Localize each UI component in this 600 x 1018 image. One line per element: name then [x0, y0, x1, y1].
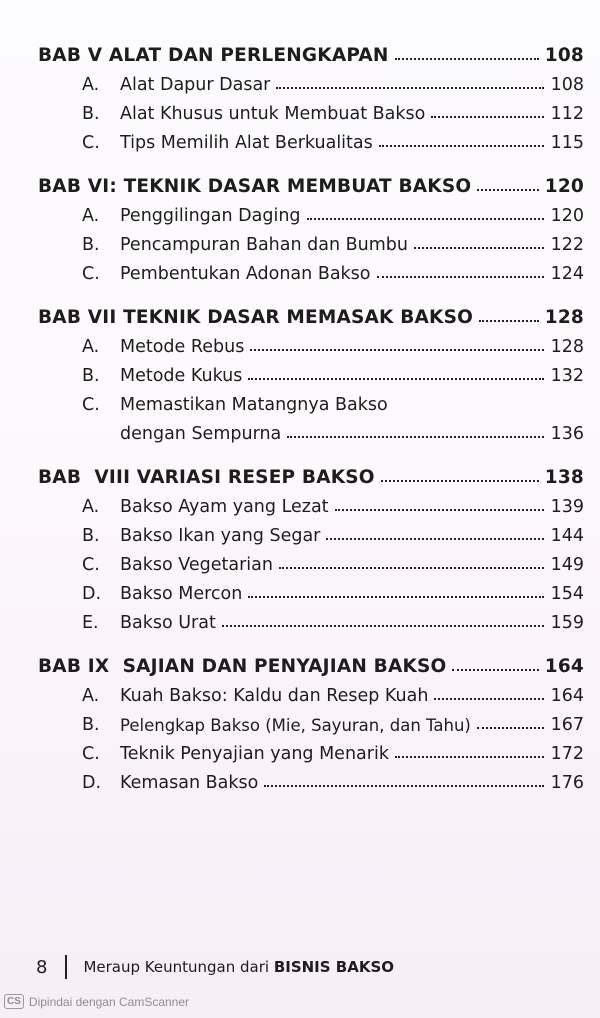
- dot-leader: [377, 276, 544, 278]
- dot-leader: [248, 596, 544, 598]
- entry-page: 164: [550, 686, 584, 706]
- toc-chapter: [38, 167, 584, 197]
- entry-page: 112: [550, 104, 584, 124]
- dot-leader: [477, 727, 544, 729]
- entry-letter: D.: [82, 773, 102, 793]
- toc-entry-continuation: [38, 415, 584, 444]
- entry-page: 122: [550, 235, 584, 255]
- dot-leader: [264, 785, 544, 787]
- dot-leader: [335, 509, 544, 511]
- toc-entry: [38, 706, 584, 735]
- entry-letter: A.: [82, 206, 100, 226]
- entry-page: 120: [550, 206, 584, 226]
- toc-chapter: [38, 36, 584, 66]
- entry-letter: B.: [82, 104, 100, 124]
- entry-page: 172: [550, 744, 584, 764]
- entry-letter: C.: [82, 555, 100, 575]
- entry-page: 136: [550, 424, 584, 444]
- book-title: [83, 958, 394, 976]
- entry-page: 144: [550, 526, 584, 546]
- chapter-page: 138: [544, 467, 584, 488]
- footer-divider: [65, 955, 67, 979]
- chapter-title: BAB VII TEKNIK DASAR MEMASAK BAKSO: [38, 307, 474, 328]
- book-title-prefix: Meraup Keuntungan dari: [83, 958, 274, 976]
- toc-chapter: [38, 458, 584, 488]
- entry-title: dengan Sempurna: [120, 424, 282, 444]
- entry-title: Bakso Urat: [120, 613, 216, 633]
- dot-leader: [395, 58, 539, 60]
- dot-leader: [307, 218, 544, 220]
- dot-leader: [477, 189, 538, 191]
- entry-page: 154: [550, 584, 584, 604]
- dot-leader: [381, 480, 539, 482]
- toc-entry: [38, 488, 584, 517]
- camscanner-logo-icon: CS: [4, 994, 24, 1009]
- entry-letter: B.: [82, 235, 100, 255]
- entry-letter: D.: [82, 584, 102, 604]
- dot-leader: [395, 756, 544, 758]
- entry-title: Tips Memilih Alat Berkualitas: [120, 133, 373, 153]
- dot-leader: [326, 538, 544, 540]
- entry-page: 132: [550, 366, 584, 386]
- entry-page: 128: [550, 337, 584, 357]
- chapter-title: BAB V ALAT DAN PERLENGKAPAN: [38, 45, 389, 66]
- entry-letter: A.: [82, 686, 100, 706]
- toc-entry: [38, 386, 584, 415]
- toc-entry: [38, 66, 584, 95]
- entry-page: 159: [550, 613, 584, 633]
- toc-entry: [38, 328, 584, 357]
- chapter-page: 128: [544, 307, 584, 328]
- entry-title: Kuah Bakso: Kaldu dan Resep Kuah: [120, 686, 429, 706]
- entry-letter: B.: [82, 526, 100, 546]
- page-number: 8: [36, 956, 48, 978]
- entry-title: Metode Rebus: [120, 337, 245, 357]
- entry-letter: C.: [82, 395, 100, 415]
- dot-leader: [479, 320, 539, 322]
- entry-letter: B.: [82, 715, 100, 735]
- entry-title: Pelengkap Bakso (Mie, Sayuran, dan Tahu): [120, 716, 471, 735]
- dot-leader: [287, 436, 544, 438]
- chapter-page: 120: [544, 176, 584, 197]
- entry-letter: A.: [82, 337, 100, 357]
- dot-leader: [279, 567, 544, 569]
- chapter-title: BAB VI: TEKNIK DASAR MEMBUAT BAKSO: [38, 176, 472, 197]
- toc-entry: [38, 677, 584, 706]
- entry-page: 167: [550, 715, 584, 735]
- toc-entry: [38, 546, 584, 575]
- table-of-contents: [38, 36, 584, 793]
- toc-entry: [38, 124, 584, 153]
- entry-letter: C.: [82, 264, 100, 284]
- entry-page: 108: [550, 75, 584, 95]
- dot-leader: [431, 116, 544, 118]
- chapter-title: BAB IX SAJIAN DAN PENYAJIAN BAKSO: [38, 656, 447, 677]
- entry-title: Kemasan Bakso: [120, 773, 259, 793]
- entry-title: Bakso Vegetarian: [120, 555, 273, 575]
- toc-entry: [38, 197, 584, 226]
- chapter-title: BAB VIII VARIASI RESEP BAKSO: [38, 467, 375, 488]
- camscanner-watermark: [4, 994, 189, 1009]
- toc-chapter: [38, 298, 584, 328]
- entry-title: Bakso Ayam yang Lezat: [120, 497, 329, 517]
- page-footer: [36, 955, 576, 979]
- dot-leader: [434, 698, 544, 700]
- toc-entry: [38, 735, 584, 764]
- entry-title: Bakso Ikan yang Segar: [120, 526, 321, 546]
- toc-entry: [38, 357, 584, 386]
- toc-entry: [38, 604, 584, 633]
- toc-entry: [38, 517, 584, 546]
- toc-entry: [38, 226, 584, 255]
- entry-page: 149: [550, 555, 584, 575]
- dot-leader: [248, 378, 544, 380]
- entry-title: Alat Khusus untuk Membuat Bakso: [120, 104, 426, 124]
- book-title-bold: BISNIS BAKSO: [273, 958, 395, 976]
- entry-title: Teknik Penyajian yang Menarik: [120, 744, 389, 764]
- chapter-page: 108: [544, 45, 584, 66]
- entry-title: Memastikan Matangnya Bakso: [120, 395, 388, 415]
- toc-chapter: [38, 647, 584, 677]
- entry-letter: C.: [82, 744, 100, 764]
- dot-leader: [276, 87, 544, 89]
- entry-title: Penggilingan Daging: [120, 206, 301, 226]
- dot-leader: [452, 669, 538, 671]
- dot-leader: [222, 625, 544, 627]
- toc-entry: [38, 255, 584, 284]
- entry-letter: A.: [82, 497, 100, 517]
- entry-page: 176: [550, 773, 584, 793]
- entry-letter: E.: [82, 613, 99, 633]
- dot-leader: [250, 349, 544, 351]
- entry-title: Metode Kukus: [120, 366, 243, 386]
- entry-page: 124: [550, 264, 584, 284]
- watermark-text: Dipindai dengan CamScanner: [28, 994, 190, 1009]
- entry-letter: B.: [82, 366, 100, 386]
- entry-title: Pembentukan Adonan Bakso: [120, 264, 371, 284]
- dot-leader: [414, 247, 544, 249]
- entry-title: Pencampuran Bahan dan Bumbu: [120, 235, 408, 255]
- entry-letter: A.: [82, 75, 100, 95]
- entry-title: Alat Dapur Dasar: [120, 75, 271, 95]
- dot-leader: [379, 145, 544, 147]
- entry-letter: C.: [82, 133, 100, 153]
- chapter-page: 164: [544, 656, 584, 677]
- entry-page: 115: [550, 133, 584, 153]
- toc-entry: [38, 764, 584, 793]
- toc-entry: [38, 95, 584, 124]
- entry-title: Bakso Mercon: [120, 584, 243, 604]
- toc-entry: [38, 575, 584, 604]
- entry-page: 139: [550, 497, 584, 517]
